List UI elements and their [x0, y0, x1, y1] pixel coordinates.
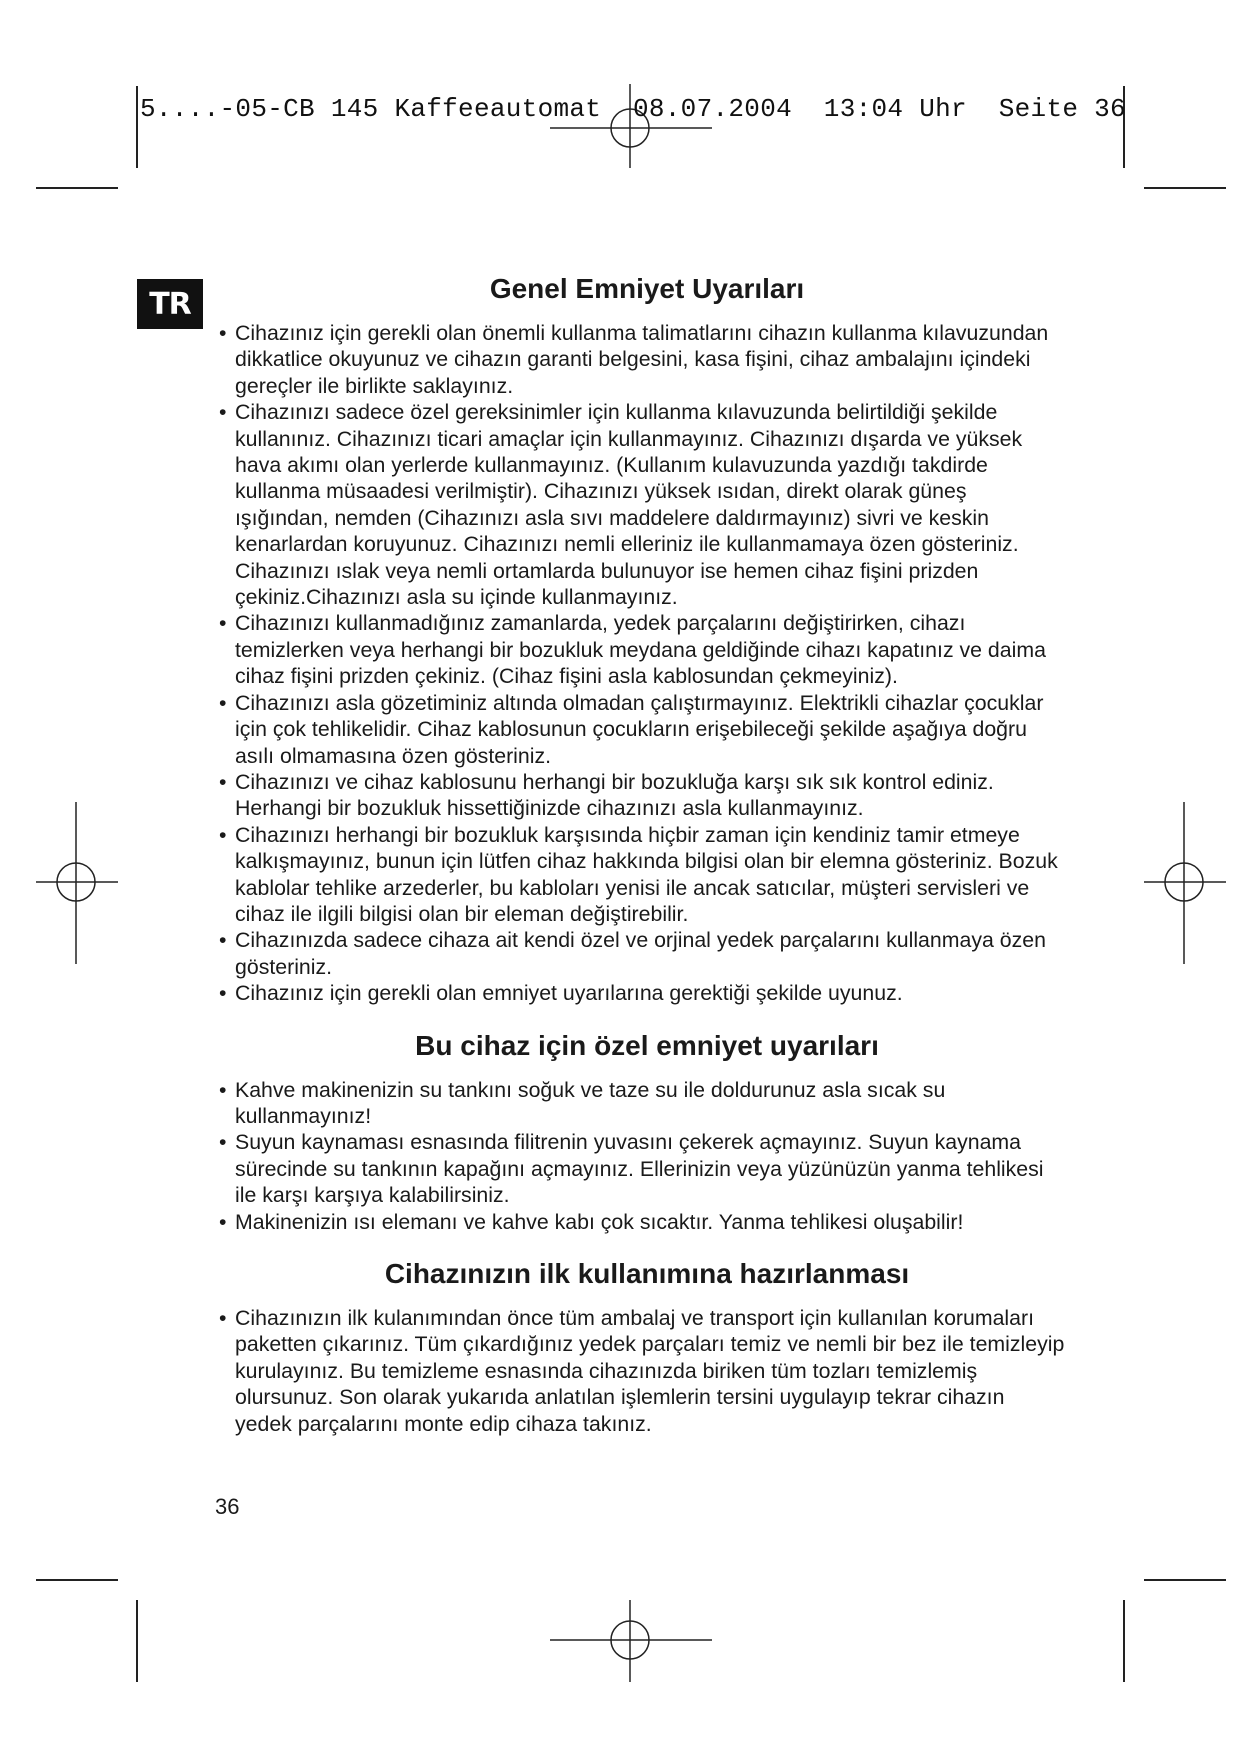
list-item: • Cihazınızı ve cihaz kablosunu herhangi bir bozukluğa karşı sık sık kontrol ediniz. Herhangi bir bozukluk hissettiğinizde cihazınızı asla kullanmayınız. — [219, 769, 994, 821]
printer-slug-line: 5....-05-CB 145 Kaffeeautomat 08.07.2004 13:04 Uhr Seite 36 — [140, 94, 1126, 124]
section-title-general-safety: Genel Emniyet Uyarıları — [489, 273, 805, 304]
list-item: • Cihazınızda sadece cihaza ait kendi özel ve orjinal yedek parçalarını kullanmaya özen gösteriniz. — [219, 928, 1046, 979]
list-item: • Cihazınız için gerekli olan önemli kullanma talimatlarını cihazın kullanma kılavuzundan dikkatlice okuyunuz ve cihazın garanti belgesini, kasa fişini, cihaz ambalajını içindeki gereçler ile birlikte saklayınız. — [219, 321, 1049, 398]
list-item: • Cihazınız için gerekli olan emniyet uyarılarına gerektiği şekilde uyunuz. — [219, 981, 903, 1006]
list-item: • Makinenizin ısı elemanı ve kahve kabı çok sıcaktır. Yanma tehlikesi oluşabilir! — [219, 1209, 964, 1234]
list-item: • Cihazınızı kullanmadığınız zamanlarda, yedek parçalarını değiştirirken, cihazı temizlerken veya herhangi bir bozukluk meydana geldiğinde cihazı kapatınız ve daima cihaz fişini prizden çekiniz. (Cihaz fişini asla kablosundan çekmeyiniz). — [219, 611, 1046, 689]
section-title-device-safety: Bu cihaz için özel emniyet uyarıları — [415, 1029, 879, 1061]
list-item: • Kahve makinenizin su tankını soğuk ve taze su ile doldurunuz asla sıcak su kullanmayınız! — [219, 1077, 946, 1128]
list-item: • Cihazınızı asla gözetiminiz altında olmadan çalıştırmayınız. Elektrikli cihazlar çocuklar için çok tehlikelidir. Cihaz kablosunun çocukların erişebileceği şekilde aşağıya doğru asılı olmamasına özen gösteriniz. — [219, 690, 1044, 768]
list-item: • Cihazınızı herhangi bir bozukluk karşısında hiçbir zaman için kendiniz tamir etmeye kalkışmayınız, bunun için lütfen cihaz hakkında bilgisi olan bir elemna gösteriniz. Bozuk kablolar tehlike arzederler, bu kabloları yenisi ile ancak satıcılar, müşteri servisleri ve cihaz ile ilgili bilgisi olan bir eleman değiştirebilir. — [219, 822, 1058, 926]
page-number: 36 — [215, 1494, 240, 1519]
page-content — [215, 272, 1065, 1437]
list-item: • Cihazınızı sadece özel gereksinimler için kullanma kılavuzunda belirtildiği şekilde kullanınız. Cihazınızı ticari amaçlar için kullanmayınız. Cihazınızı dışarda ve yüksek hava akımı olan yerlerde kullanmayınız. (Kullanım kulavuzunda yazdığı takdirde kullanma müsaadesi verilmiştir). Cihazınızı yüksek ısıdan, direkt olarak güneş ışığından, nemden (Cihazınızı asla sıvı maddelere daldırmayınız) sivri ve keskin kenarlardan koruyunuz. Cihazınızı nemli elleriniz ile kullanmamaya özen gösteriniz. Cihazınızı ıslak veya nemli ortamlarda bulunuyor ise hemen cihaz fişini prizden çekiniz.Cihazınızı asla su içinde kullanmayınız. — [219, 400, 1023, 610]
section-title-first-use: Cihazınızın ilk kullanımına hazırlanması — [384, 1258, 910, 1289]
device-safety-list — [215, 1077, 1065, 1235]
language-tab: TR — [137, 279, 203, 329]
general-safety-list — [215, 320, 1065, 1007]
list-item: • Cihazınızın ilk kulanımından önce tüm ambalaj ve transport için kullanılan korumaları paketten çıkarınız. Tüm çıkardığınız yedek parçaları temiz ve nemli bir bez ile temizleyip kurulayınız. Bu temizleme esnasında cihazınızda biriken tüm tozları temizlemiş olursunuz. Son olarak yukarıda anlatılan işlemlerin tersini uygulayıp tekrar cihazın yedek parçalarını monte edip cihaza takınız. — [219, 1306, 1065, 1436]
list-item: • Suyun kaynaması esnasında filitrenin yuvasını çekerek açmayınız. Suyun kaynama sürecinde su tankının kapağını açmayınız. Ellerinizin veya yüzünüzün yanma tehlikesi ile karşı karşıya kalabilirsiniz. — [219, 1130, 1044, 1208]
first-use-list — [215, 1305, 1065, 1437]
